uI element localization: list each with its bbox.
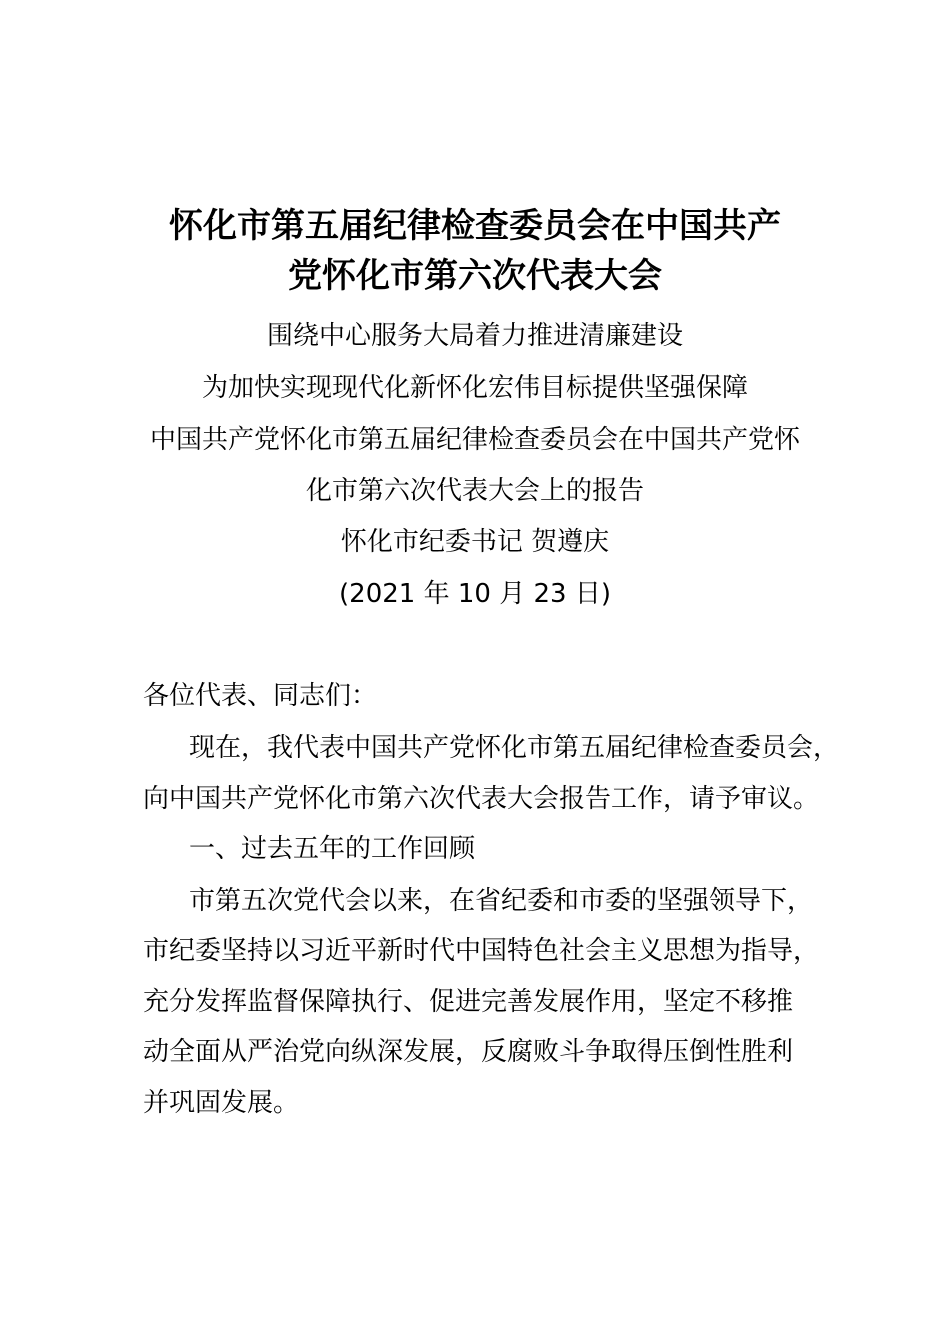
document-title-line-2: 党怀化市第六次代表大会 bbox=[288, 256, 662, 296]
paragraph-1-line-2: 向中国共产党怀化市第六次代表大会报告工作，请予审议。 bbox=[143, 784, 820, 814]
paragraph-1-line-1: 现在，我代表中国共产党怀化市第五届纪律检查委员会， bbox=[189, 733, 840, 763]
report-title-line-1: 中国共产党怀化市第五届纪律检查委员会在中国共产党怀 bbox=[149, 425, 800, 455]
subtitle-line-2: 为加快实现现代化新怀化宏伟目标提供坚强保障 bbox=[201, 373, 748, 403]
section-heading: 一、过去五年的工作回顾 bbox=[189, 834, 476, 864]
document-title-line-1: 怀化市第五届纪律检查委员会在中国共产 bbox=[169, 206, 781, 246]
paragraph-2-line-2: 市纪委坚持以习近平新时代中国特色社会主义思想为指导， bbox=[143, 936, 820, 966]
report-title-line-2: 化市第六次代表大会上的报告 bbox=[305, 476, 644, 506]
paragraph-2-line-4: 动全面从严治党向纵深发展，反腐败斗争取得压倒性胜利 bbox=[143, 1037, 794, 1067]
subtitle-line-1: 围绕中心服务大局着力推进清廉建设 bbox=[266, 321, 683, 351]
author-line: 怀化市纪委书记 贺遵庆 bbox=[340, 527, 610, 557]
paragraph-2-line-5: 并巩固发展。 bbox=[143, 1088, 300, 1118]
paragraph-2-line-1: 市第五次党代会以来，在省纪委和市委的坚强领导下， bbox=[189, 886, 814, 916]
salutation: 各位代表、同志们： bbox=[143, 681, 378, 711]
date-line: (2021 年 10 月 23 日) bbox=[339, 579, 611, 609]
paragraph-2-line-3: 充分发挥监督保障执行、促进完善发展作用，坚定不移推 bbox=[143, 987, 794, 1017]
